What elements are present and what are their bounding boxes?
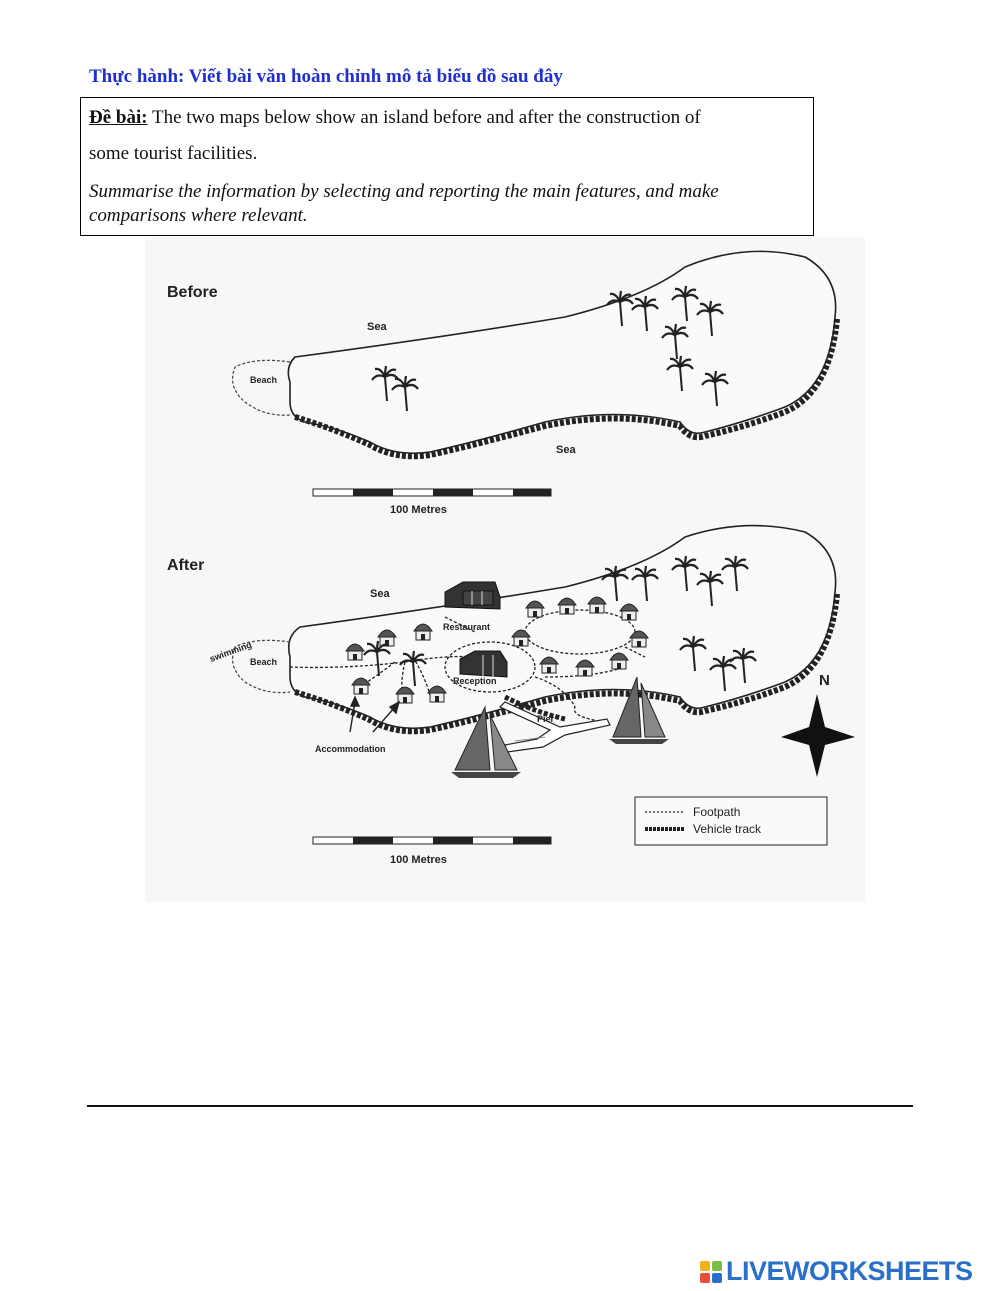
task-label: Đề bài: [89,107,148,128]
restaurant-label: Restaurant [443,622,491,632]
brand-logo-icon [700,1261,722,1283]
task-box [80,97,814,236]
answer-line [87,1105,913,1107]
swimming-label: swimming [208,639,254,664]
island-maps-figure [145,237,865,902]
legend-vehicle-track: Vehicle track [693,822,762,836]
brand-footer [700,1256,973,1287]
before-sea-north-label: Sea [367,321,387,333]
north-arrow-icon [781,694,855,777]
legend-footpath: Footpath [693,805,741,819]
after-title: After [167,557,205,574]
before-beach-label: Beach [250,375,278,385]
brand-name: LIVEWORKSHEETS [726,1256,973,1286]
before-title: Before [167,284,218,301]
task-line-2: some tourist facilities. [89,143,258,164]
before-beach-outline [233,360,290,415]
before-sea-south-label: Sea [556,444,576,456]
after-scale-label: 100 Metres [390,854,447,866]
task-line1-text: The two maps below show an island before and after the construction of [147,107,701,128]
task-instruction: Summarise the information by selecting and reporting the main features, and make comparisons where relevant. [89,181,719,226]
pier [500,702,610,752]
reception-label: Reception [453,676,497,686]
before-scale-bar [313,489,551,496]
reception [460,651,507,677]
logo-tile [700,1273,710,1283]
north-label: N [819,672,830,689]
after-scale-bar [313,837,551,844]
page-heading: Thực hành: Viết bài văn hoàn chỉnh mô tả biểu đồ sau đây [89,66,563,87]
pier-label: Pier [537,714,555,724]
after-beach-label: Beach [250,657,278,667]
after-island [233,526,837,732]
before-scale-label: 100 Metres [390,504,447,516]
after-sea-label: Sea [370,588,390,600]
before-island [233,251,837,456]
island-maps-svg [145,237,865,902]
task-line-1 [89,108,805,127]
logo-tile [700,1261,710,1271]
logo-tile [712,1273,722,1283]
logo-tile [712,1261,722,1271]
restaurant [445,582,500,609]
accommodation-label: Accommodation [315,744,386,754]
